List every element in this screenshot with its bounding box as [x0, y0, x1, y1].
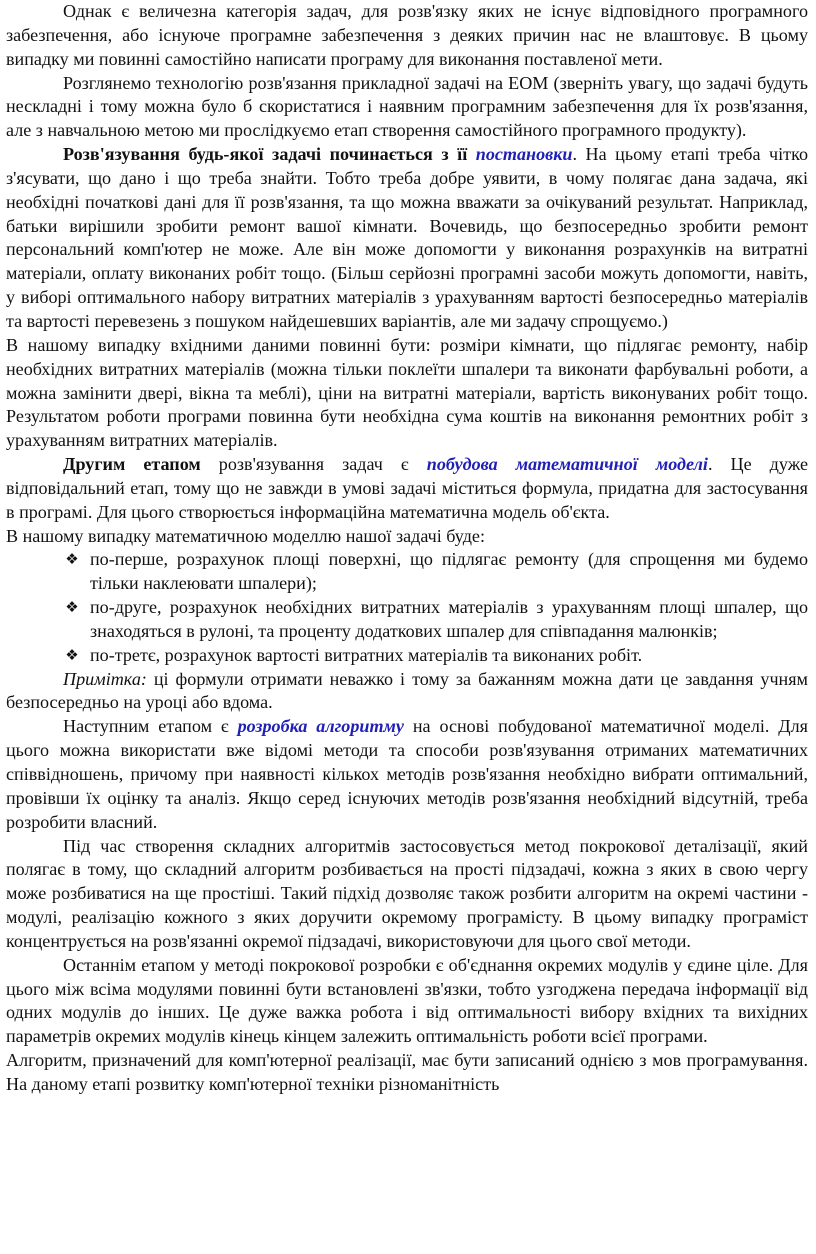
paragraph-note — [6, 668, 808, 716]
paragraph-stepwise-refinement: Під час створення складних алгоритмів застосовується метод покрокової деталізації, який полягає в тому, що складний алгоритм розбивається на прості підзадачі, кожна з яких в свою чергу може розбиватися на ще простіші. Такий підхід дозволяє також розбити алгоритм на окремі частини - модулі, реалізацію кожного з яких доручити окремому програмісту. В цьому випадку програміст концентрується на розв'язанні окремої підзадачі, використовуючи для цього свої методи. — [6, 835, 808, 951]
paragraph-math-model — [6, 453, 808, 525]
list-item-text: по-друге, розрахунок необхідних витратних матеріалів з урахуванням площі шпалер, що знаходяться в рулоні, та проценту додаткових шпалер для співпадання малюнків; — [90, 597, 808, 641]
paragraph-module-integration: Останнім етапом у методі покрокової розробки є об'єднання окремих модулів у єдине ціле. Для цього між всіма модулями повинні бути встановлені зв'язки, тобто узгоджена передача інформації від одних модулів до інших. Це дуже важка робота і від оптимальності вибору вхідних та вихідних параметрів окремих модулів кінець кінцем залежить оптимальність роботи всієї програми. — [6, 954, 808, 1047]
list-item — [65, 596, 808, 644]
term-problem-statement: постановки — [475, 144, 573, 165]
paragraph-model-intro: В нашому випадку математичною моделлю нашої задачі буде: — [6, 525, 485, 546]
diamond-flower-icon: ❖ — [65, 550, 79, 569]
stage-one-lead: Розв'язування будь-якої задачі починається з її — [63, 144, 476, 165]
term-algorithm: розробка алгоритму — [237, 716, 404, 737]
paragraph-input-data: В нашому випадку вхідними даними повинні бути: розміри кімнати, що підлягає ремонту, набір необхідних витратних матеріалів (можна тільки поклеїти шпалери та виконати фарбувальні роботи, а можна замінити двері, вікна та меблі), ціни на витратні матеріали, вартість виконуваних робіт тощо. Результатом роботи програми повинна бути необхідна сума коштів на виконання ремонтних робіт з урахуванням витратних матеріалів. — [6, 334, 808, 451]
stage-one-text: . На цьому етапі треба чітко з'ясувати, що дано і що треба знайти. Тобто треба добре уявити, в чому полягає дана задача, які необхідні початкові дані для її розв'язання, та що можна вважати за очікуваний результат. Наприклад, батьки вирішили зробити ремонт вашої кімнати. Вочевидь, що безпосередньо зробити ремонт персональний комп'ютер не може. Але він може допомогти у виконання розрахунків на витратні матеріали, оплату виконаних робіт тощо. (Більш серйозні програмні засоби можуть допомогти, навіть, у виборі оптимального набору витратних матеріалів з урахуванням вартості безпосередньо матеріалів та вартості перевезень з пошуком найдешевших варіантів, але ми задачу спрощуємо.) — [6, 144, 808, 331]
diamond-flower-icon: ❖ — [65, 598, 79, 617]
paragraph-intro: Однак є величезна категорія задач, для розв'язку яких не існує відповідного програмного забезпечення, або існуюче програмне забезпечення з деяких причин нас не влаштовує. В цьому випадку ми повинні самостійно написати програму для виконання поставленої мети. — [6, 1, 808, 69]
list-item-text: по-перше, розрахунок площі поверхні, що підлягає ремонту (для спрощення ми будемо тільки наклеювати шпалери); — [90, 549, 808, 594]
stage-three-lead: Наступним етапом є — [63, 716, 238, 737]
stage-three-text: на основі побудованої математичної моделі. Для цього можна використати вже відомі методи та способи розв'язування отриманих математичних співвідношень, причому при наявності кількох методів розв'язання необхідно вибрати оптимальний, провівши їх оцінку та аналіз. Якщо серед існуючих методів розв'язання необхідний відсутній, треба розробити власний. — [6, 716, 808, 832]
paragraph-problem-statement — [6, 143, 808, 334]
diamond-flower-icon: ❖ — [65, 645, 79, 664]
stage-two-lead: Другим етапом — [63, 454, 201, 475]
model-steps-list — [6, 548, 808, 667]
list-item-text: по-третє, розрахунок вартості витратних матеріалів та виконаних робіт. — [90, 644, 643, 665]
list-item — [65, 644, 808, 668]
stage-two-mid: розв'язування задач є — [200, 454, 427, 475]
paragraph-algorithm — [6, 715, 808, 834]
paragraph-technology: Розглянемо технологію розв'язання прикладної задачі на ЕОМ (зверніть увагу, що задачі будуть нескладні і тому можна було б скористатися і наявним програмним забезпечення для їх розв'язання, але з навчальною метою ми прослідкуємо етап створення самостійного програмного продукту). — [6, 72, 808, 141]
stage-two-text: . Це дуже відповідальний етап, тому що не завжди в умові задачі міститься формула, придатна для застосування в програмі. Для цього створюється інформаційна математична модель об'єкта. — [6, 454, 808, 522]
note-text: ці формули отримати неважко і тому за бажанням можна дати це завдання учням безпосередньо на уроці або вдома. — [6, 668, 808, 713]
term-math-model: побудова математичної моделі — [426, 454, 708, 475]
list-item — [65, 548, 808, 596]
paragraph-programming-language: Алгоритм, призначений для комп'ютерної реалізації, має бути записаний однією з мов програмування. На даному етапі розвитку комп'ютерної техніки різноманітність — [6, 1050, 808, 1094]
note-label: Примітка: — [63, 668, 147, 689]
